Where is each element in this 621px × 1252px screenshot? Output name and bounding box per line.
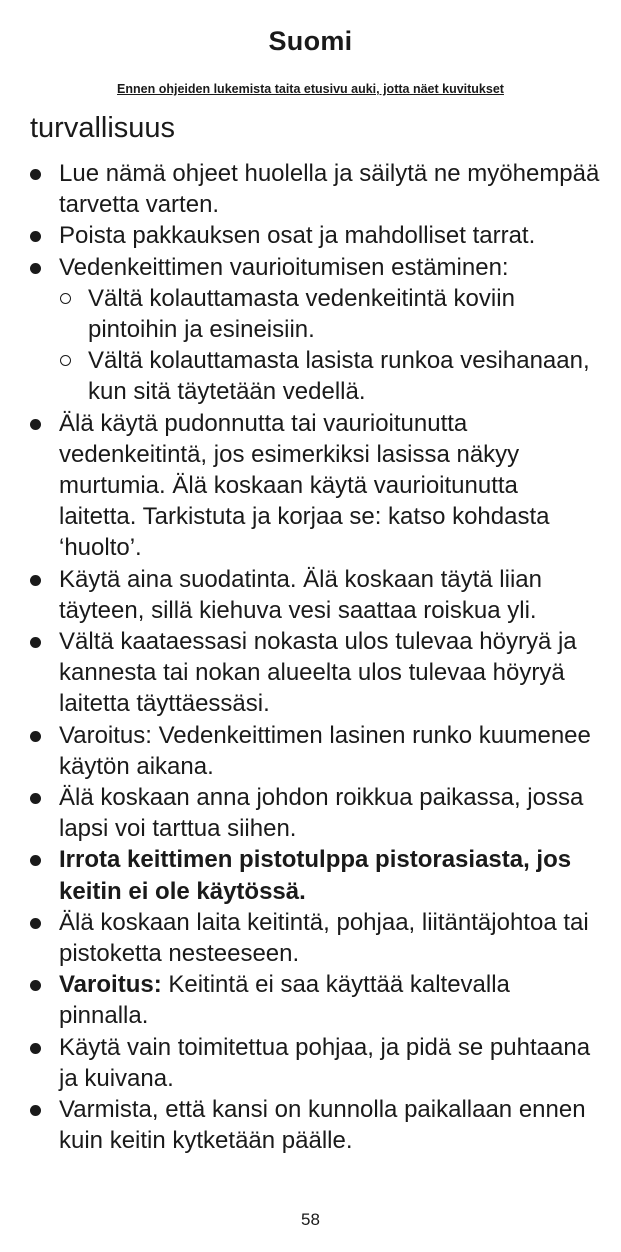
list-item-text: Älä koskaan anna johdon roikkua paikassa, jossa lapsi voi tarttua siihen. [59,784,584,843]
page-subtitle: Ennen ohjeiden lukemista taita etusivu auki, jotta näet kuvitukset [117,82,504,96]
list-item [30,220,600,251]
hollow-bullet-icon [60,293,71,304]
bullet-icon [30,793,41,804]
list-item-text: Vedenkeittimen vaurioitumisen estäminen: [59,253,509,281]
list-item [30,408,600,564]
bullet-icon [30,419,41,430]
bullet-icon [30,231,41,242]
page-number: 58 [301,1210,320,1229]
list-item-text: Poista pakkauksen osat ja mahdolliset tarrat. [59,222,536,250]
list-item [30,720,600,782]
list-item [30,907,600,969]
bullet-icon [30,637,41,648]
bullet-icon [30,169,41,180]
list-item-text: Lue nämä ohjeet huolella ja säilytä ne myöhempää tarvetta varten. [59,160,600,219]
list-item [30,969,600,1031]
list-item-text: Käytä aina suodatinta. Älä koskaan täytä liian täyteen, sillä kiehuva vesi saattaa roiskua yli. [59,565,542,624]
page-title: Suomi [268,26,353,56]
bullet-icon [30,575,41,586]
bullet-icon [30,918,41,929]
sub-list-item-text: Vältä kolauttamasta lasista runkoa vesihanaan, kun sitä täytetään vedellä. [88,347,590,406]
sub-list [59,283,600,408]
warning-label: Varoitus: [59,971,162,999]
list-item-bold-warning [30,844,600,906]
sub-list-item-text: Vältä kolauttamasta vedenkeitintä koviin pintoihin ja esineisiin. [88,284,515,344]
hollow-bullet-icon [60,355,71,366]
sub-list-item [59,345,600,407]
list-item-text: Varmista, että kansi on kunnolla paikallaan ennen kuin keitin kytketään päälle. [59,1096,586,1155]
list-item-text: Vältä kaataessasi nokasta ulos tulevaa höyryä ja kannesta tai nokan alueelta ulos tulevaa höyryä laitetta täyttäessäsi. [59,628,577,718]
list-item [30,626,600,720]
list-item-text: Keitintä ei saa käyttää kaltevalla pinnalla. [59,971,510,1030]
list-item [30,252,600,408]
list-item-text: Varoitus: Vedenkeittimen lasinen runko kuumenee käytön aikana. [59,721,591,780]
sub-list-item [59,283,600,345]
list-item-text: Älä käytä pudonnutta tai vaurioitunutta vedenkeitintä, jos esimerkiksi lasissa näkyy murtumia. Älä koskaan käytä vaurioitunutta laitetta. Tarkistuta ja korjaa se: katso kohdasta ‘huolto’. [59,409,550,562]
section-heading: turvallisuus [30,112,176,144]
list-item [30,782,600,844]
bullet-icon [30,263,41,274]
bullet-icon [30,1105,41,1116]
bullet-icon [30,980,41,991]
list-item [30,1032,600,1094]
safety-list [30,158,600,1157]
list-item-text: Käytä vain toimitettua pohjaa, ja pidä se puhtaana ja kuivana. [59,1033,591,1092]
list-item-text: Älä koskaan laita keitintä, pohjaa, liitäntäjohtoa tai pistoketta nesteeseen. [59,908,589,968]
bullet-icon [30,1043,41,1054]
bullet-icon [30,855,41,866]
bullet-icon [30,731,41,742]
list-item [30,158,600,220]
list-item [30,1094,600,1156]
list-item-text: Irrota keittimen pistotulppa pistorasiasta, jos keitin ei ole käytössä. [59,846,572,905]
list-item [30,564,600,626]
